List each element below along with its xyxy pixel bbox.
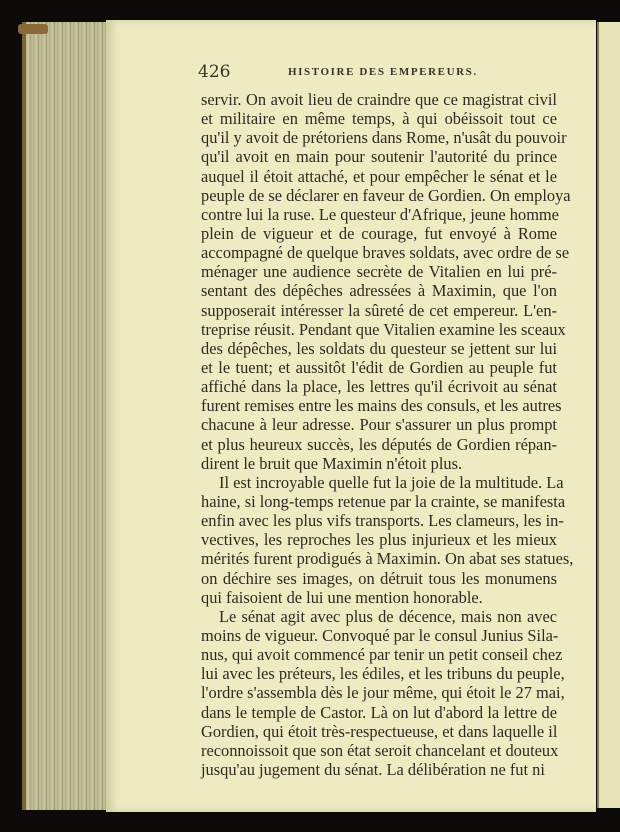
facing-page-edge (597, 22, 620, 808)
text-line: qu'il y avoit de prétoriens dans Rome, n'usât du pouvoir (201, 128, 567, 148)
text-line: et le tuent; et aussitôt l'édit de Gordien au peuple fut (201, 357, 557, 377)
text-line: lui avec les préteurs, les édiles, et les tribuns du peuple, (201, 664, 565, 684)
text-line: furent remises entre les mains des consuls, et les autres (201, 396, 562, 416)
page-header (198, 62, 562, 84)
text-line: peuple de se déclarer en faveur de Gordien. On employa (201, 185, 571, 205)
text-line: servir. On avoit lieu de craindre que ce magistrat civil (201, 90, 557, 109)
text-line: des dépêches, les soldats du questeur se jettent sur lui (201, 338, 557, 358)
text-line: ménager une audience secrète de Vitalien en lui pré- (201, 262, 557, 282)
text-line: accompagné de quelque braves soldats, avec ordre de se (201, 243, 570, 263)
running-title: HISTOIRE DES EMPEREURS. (288, 66, 478, 78)
text-line: Gordien, qui étoit très-respectueuse, et dans laquelle il (201, 721, 558, 741)
text-line: vectives, les reproches les plus injurieux et les mieux (201, 530, 557, 550)
text-line: dirent le bruit que Maximin n'étoit plus. (201, 453, 463, 473)
text-line: affiché dans la place, les lettres qu'il écrivoit au sénat (201, 377, 557, 397)
binding-corner (18, 24, 48, 34)
text-line: l'ordre s'assembla dès le jour même, qui étoit le 27 mai, (201, 683, 565, 703)
text-line: enfin avec les plus vifs transports. Les clameurs, les in- (201, 511, 564, 531)
text-line: et plus heureux succès, les députés de Gordien répan- (201, 434, 557, 454)
text-line: plein de vigueur et de courage, fut envoyé à Rome (201, 223, 557, 243)
text-line: qui faisoient de lui une mention honorable. (201, 587, 483, 607)
text-line: dans le temple de Castor. Là on lut d'abord la lettre de (201, 702, 557, 722)
text-line: moins de vigueur. Convoqué par le consul Junius Sila- (201, 625, 559, 645)
text-line: nus, qui avoit commencé par tenir un petit conseil chez (201, 645, 563, 665)
page-stack-edge (22, 22, 112, 810)
text-line: treprise réusit. Pendant que Vitalien examine les sceaux (201, 319, 566, 339)
text-line: jusqu'au jugement du sénat. La délibération ne fut ni (201, 759, 545, 779)
text-line: chacune à leur adresse. Pour s'assurer un plus prompt (201, 415, 557, 435)
text-line: qu'il avoit en main pour soutenir l'autorité du prince (201, 147, 557, 167)
text-line: supposerait intéresser la sûreté de cet empereur. L'en- (201, 300, 557, 320)
text-line: auquel il étoit attaché, et pour empêcher le sénat et le (201, 166, 557, 186)
text-line: reconnoissoit que son état seroit chancelant et douteux (201, 740, 559, 760)
text-line: et militaire en même temps, à qui obéissoit tout ce (201, 109, 557, 129)
text-line: Le sénat agit avec plus de décence, mais non avec (219, 606, 557, 626)
body-text (201, 90, 574, 779)
text-line: haine, si long-temps retenue par la crainte, se manifesta (201, 491, 566, 511)
text-line: contre lui la ruse. Le questeur d'Afrique, jeune homme (201, 204, 559, 224)
text-line: on déchire ses images, on détruit tous les monumens (201, 568, 557, 588)
text-line: mérités furent prodigués à Maximin. On abat ses statues, (201, 549, 574, 569)
text-line: Il est incroyable quelle fut la joie de la multitude. La (219, 472, 564, 492)
page-number: 426 (198, 62, 231, 82)
text-line: sentant des dépêches adressées à Maximin, que l'on (201, 281, 557, 301)
